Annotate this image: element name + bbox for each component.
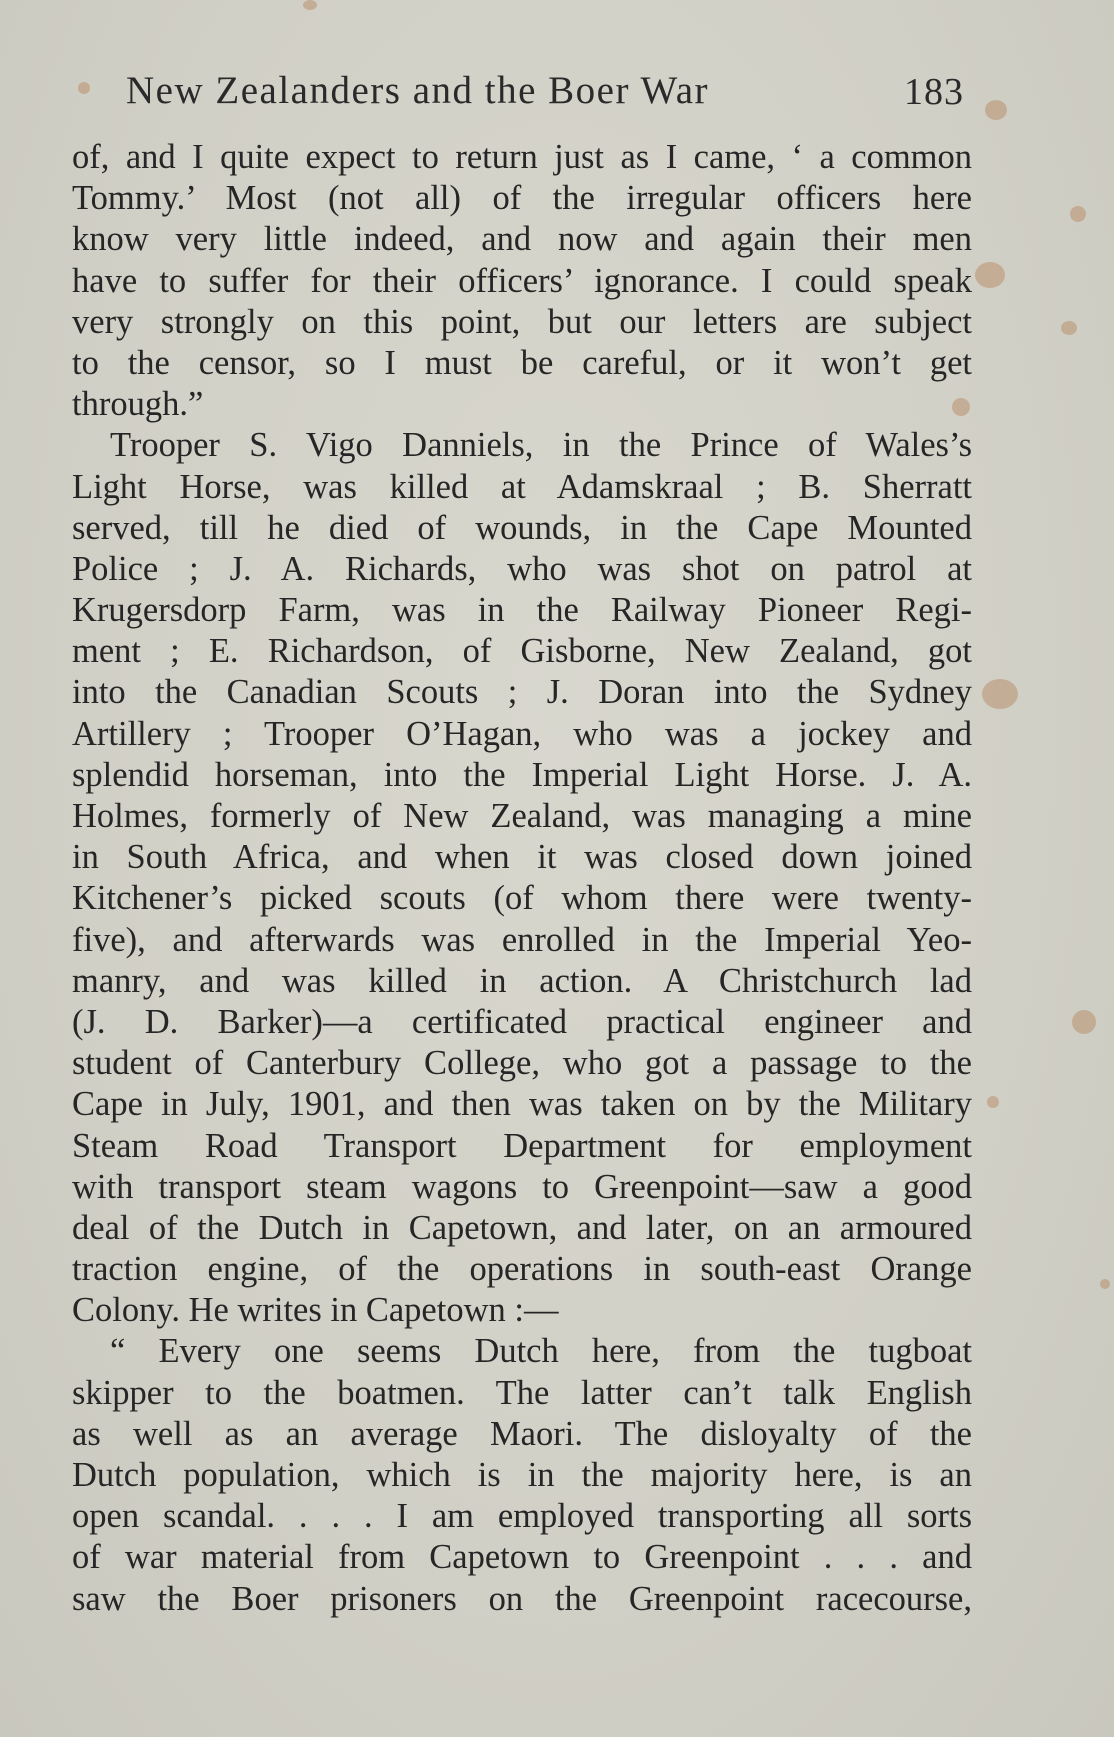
body-text [72,137,972,1620]
text-line: in South Africa, and when it was closed down joined [72,838,972,877]
page-header [0,60,1114,120]
text-line: of war material from Capetown to Greenpoint . . . and [72,1538,972,1577]
foxing-stain [975,262,1005,288]
text-line: traction engine, of the operations in south-east Orange [72,1250,972,1289]
foxing-stain [1072,1010,1096,1034]
text-line: of, and I quite expect to return just as I came, ‘ a common [72,138,972,176]
text-line: open scandal. . . . I am employed transporting all sorts [72,1497,972,1536]
running-title: New Zealanders and the Boer War [126,69,709,112]
text-line: Kitchener’s picked scouts (of whom there were twenty- [72,879,972,918]
foxing-stain [1061,321,1077,335]
foxing-stain [982,679,1018,709]
text-line: saw the Boer prisoners on the Greenpoint racecourse, [72,1579,972,1618]
text-line: splendid horseman, into the Imperial Light Horse. J. A. [72,755,972,794]
text-line: Dutch population, which is in the majority here, is an [72,1456,972,1494]
text-line: through.” [72,385,204,424]
text-line: have to suffer for their officers’ ignorance. I could speak [72,261,972,300]
text-line: Colony. He writes in Capetown :— [72,1291,559,1330]
text-line: student of Canterbury College, who got a passage to the [72,1044,972,1083]
foxing-stain [987,1096,999,1108]
text-line: manry, and was killed in action. A Christchurch lad [72,961,972,1000]
text-line: deal of the Dutch in Capetown, and later, on an armoured [72,1208,972,1247]
text-line: five), and afterwards was enrolled in the Imperial Yeo- [72,920,972,959]
text-line: Police ; J. A. Richards, who was shot on patrol at [72,549,972,588]
foxing-stain [1070,206,1086,222]
text-line: Light Horse, was killed at Adamskraal ; B. Sherratt [72,467,972,506]
text-line: “ Every one seems Dutch here, from the tugboat [110,1332,972,1371]
foxing-stain [303,0,317,10]
text-line: skipper to the boatmen. The latter can’t talk English [72,1373,972,1412]
text-line: Trooper S. Vigo Danniels, in the Prince of Wales’s [110,426,972,465]
text-line: as well as an average Maori. The disloyalty of the [72,1414,972,1453]
text-line: Cape in July, 1901, and then was taken on by the Military [72,1085,972,1124]
text-line: ment ; E. Richardson, of Gisborne, New Zealand, got [72,632,972,671]
text-line: into the Canadian Scouts ; J. Doran into the Sydney [72,673,972,712]
text-line: very strongly on this point, but our letters are subject [72,302,972,341]
page-number: 183 [904,71,964,113]
text-line: Holmes, formerly of New Zealand, was managing a mine [72,797,972,835]
text-line: know very little indeed, and now and again their men [72,220,972,259]
text-line: Artillery ; Trooper O’Hagan, who was a jockey and [72,714,972,753]
text-line: Tommy.’ Most (not all) of the irregular officers here [72,179,972,218]
text-line: served, till he died of wounds, in the Cape Mounted [72,508,972,547]
text-line: to the censor, so I must be careful, or it won’t get [72,343,972,382]
text-line: Krugersdorp Farm, was in the Railway Pioneer Regi- [72,591,972,630]
text-line: Steam Road Transport Department for employment [72,1126,972,1165]
foxing-stain [1100,1279,1110,1289]
text-line: (J. D. Barker)—a certificated practical engineer and [72,1002,972,1041]
text-line: with transport steam wagons to Greenpoint—saw a good [72,1167,972,1206]
